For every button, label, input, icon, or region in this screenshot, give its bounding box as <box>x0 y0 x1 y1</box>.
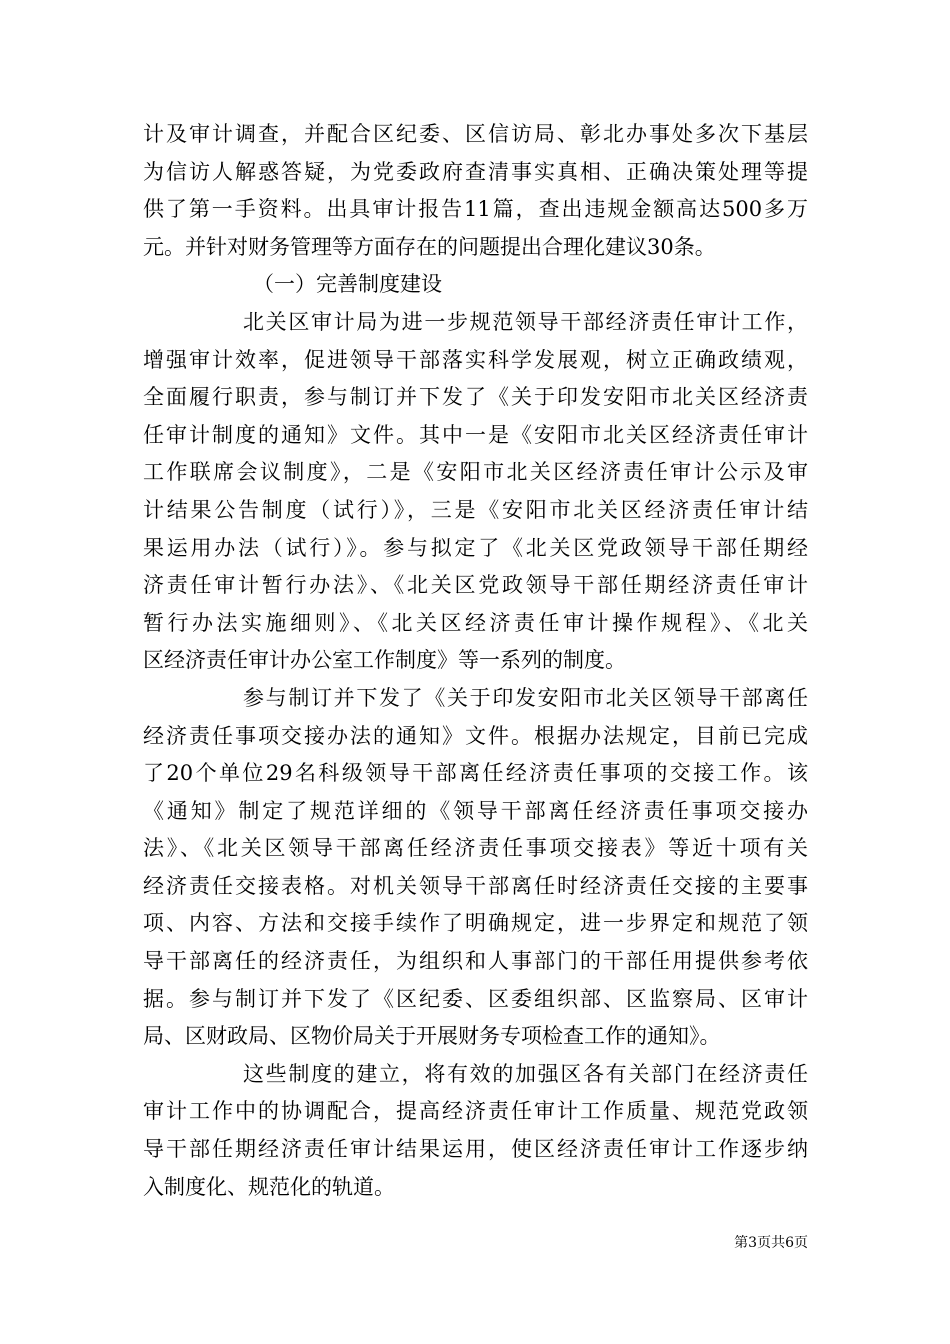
text-line: 计及审计调查，并配合区纪委、区信访局、彰北办事处多次下基层 <box>143 122 808 146</box>
text-line: 项、内容、方法和交接手续作了明确规定，进一步界定和规范了领 <box>143 911 808 936</box>
text-line: 果运用办法（试行）》。参与拟定了《北关区党政领导干部任期经 <box>143 535 808 560</box>
text-line: 了20个单位29名科级领导干部离任经济责任事项的交接工作。该 <box>143 761 808 786</box>
text-line: 审计工作中的协调配合，提高经济责任审计工作质量、规范党政领 <box>143 1099 808 1124</box>
page-number: 第3页共6页 <box>734 1235 808 1251</box>
text-line: 暂行办法实施细则》、《北关区经济责任审计操作规程》、《北关 <box>143 610 808 635</box>
text-line: 增强审计效率，促进领导干部落实科学发展观，树立正确政绩观， <box>143 347 808 372</box>
text-line: 元。并针对财务管理等方面存在的问题提出合理化建议30条。 <box>143 234 716 259</box>
text-line: 工作联席会议制度》，二是《安阳市北关区经济责任审计公示及审 <box>143 460 808 485</box>
text-line: 计结果公告制度（试行）》，三是《安阳市北关区经济责任审计结 <box>143 497 808 522</box>
text-line: 导干部离任的经济责任，为组织和人事部门的干部任用提供参考依 <box>143 949 808 974</box>
text-line: 据。参与制订并下发了《区纪委、区委组织部、区监察局、区审计 <box>143 986 808 1011</box>
text-line: 济责任审计暂行办法》、《北关区党政领导干部任期经济责任审计 <box>143 573 808 598</box>
section-heading: （一）完善制度建设 <box>253 272 442 297</box>
text-line: 参与制订并下发了《关于印发安阳市北关区领导干部离任 <box>243 685 808 710</box>
document-body <box>143 118 808 1208</box>
text-line: 入制度化、规范化的轨道。 <box>143 1174 395 1199</box>
text-line: 全面履行职责，参与制订并下发了《关于印发安阳市北关区经济责 <box>143 385 808 410</box>
text-line: 经济责任事项交接办法的通知》文件。根据办法规定，目前已完成 <box>143 723 808 748</box>
text-line: 北关区审计局为进一步规范领导干部经济责任审计工作， <box>243 309 808 334</box>
text-line: 经济责任交接表格。对机关领导干部离任时经济责任交接的主要事 <box>143 873 808 898</box>
text-line: 局、区财政局、区物价局关于开展财务专项检查工作的通知》。 <box>143 1024 721 1049</box>
text-line: 任审计制度的通知》文件。其中一是《安阳市北关区经济责任审计 <box>143 422 808 447</box>
text-line: 为信访人解惑答疑，为党委政府查清事实真相、正确决策处理等提 <box>143 159 808 184</box>
text-line: 《通知》制定了规范详细的《领导干部离任经济责任事项交接办 <box>143 798 808 823</box>
text-line: 供了第一手资料。出具审计报告11篇，查出违规金额高达500多万 <box>143 197 808 222</box>
text-line: 区经济责任审计办公室工作制度》等一系列的制度。 <box>143 648 626 673</box>
text-line: 导干部任期经济责任审计结果运用，使区经济责任审计工作逐步纳 <box>143 1137 808 1162</box>
text-line: 法》、《北关区领导干部离任经济责任事项交接表》等近十项有关 <box>143 836 808 861</box>
text-line: 这些制度的建立，将有效的加强区各有关部门在经济责任 <box>243 1061 808 1086</box>
